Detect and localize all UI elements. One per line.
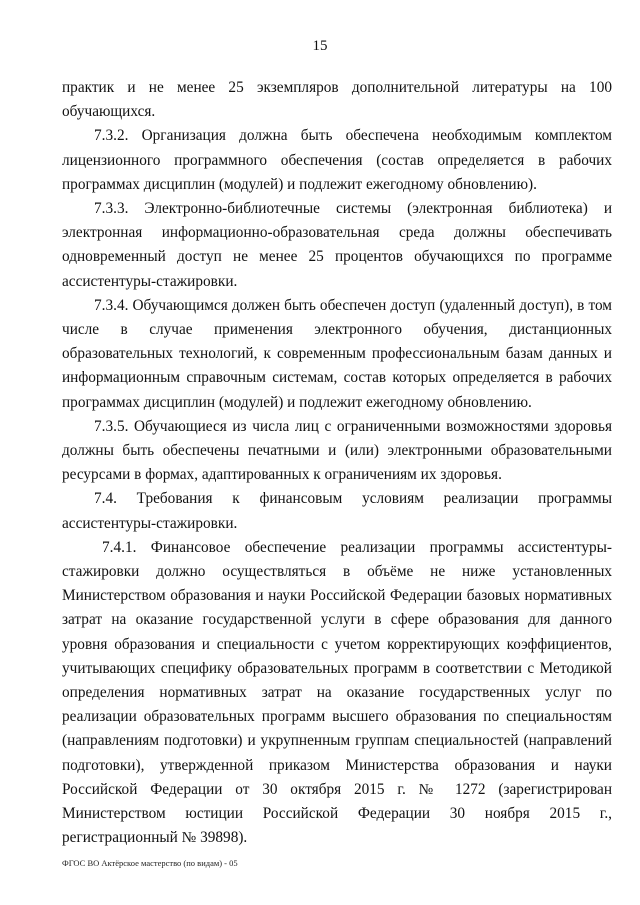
paragraph-7-3-4: 7.3.4. Обучающимся должен быть обеспечен доступ (удаленный доступ), в том числе в случае применения электронного обучения, дистанционных образовательных технологий, к современным профессиональным базам данных и информационным справочным системам, состав которых определяется в рабочих программах дисциплин (модулей) и подлежит ежегодному обновлению.	[62, 296, 612, 411]
page-number: 15	[312, 38, 328, 54]
paragraph-7-4: 7.4. Требования к финансовым условиям реализации программы ассистентуры-стажировки.	[62, 490, 612, 532]
paragraph-7-3-3: 7.3.3. Электронно-библиотечные системы (электронная библиотека) и электронная информационно-образовательная среда должны обеспечивать одновременный доступ не менее 25 процентов обучающихся по программе ассистентуры-стажировки.	[62, 200, 612, 290]
document-body	[62, 76, 612, 851]
paragraph-continuation: практик и не менее 25 экземпляров дополнительной литературы на 100 обучающихся.	[62, 79, 612, 121]
document-footer: ФГОС ВО Актёрское мастерство (по видам) - 05	[62, 858, 238, 868]
paragraph-7-3-2: 7.3.2. Организация должна быть обеспечена необходимым комплектом лицензионного программного обеспечения (состав определяется в рабочих программах дисциплин (модулей) и подлежит ежегодному обновлению).	[62, 127, 612, 193]
paragraph-7-4-1: 7.4.1. Финансовое обеспечение реализации программы ассистентуры-стажировки должно осуществляться в объёме не ниже установленных Министерством образования и науки Российской Федерации базовых нормативных затрат на оказание государственной услуги в сфере образования для данного уровня образования и специальности с учетом корректирующих коэффициентов, учитывающих специфику образовательных программ в соответствии с Методикой определения нормативных затрат на оказание государственных услуг по реализации образовательных программ высшего образования по специальностям (направлениям подготовки) и укрупненным группам специальностей (направлений подготовки), утвержденной приказом Министерства образования и науки Российской Федерации от 30 октября 2015 г. № 1272 (зарегистрирован Министерством юстиции Российской Федерации 30 ноября 2015 г., регистрационный № 39898).	[62, 538, 612, 847]
paragraph-7-3-5: 7.3.5. Обучающиеся из числа лиц с ограниченными возможностями здоровья должны быть обеспечены печатными и (или) электронными образовательными ресурсами в формах, адаптированных к ограничениям их здоровья.	[62, 417, 612, 484]
